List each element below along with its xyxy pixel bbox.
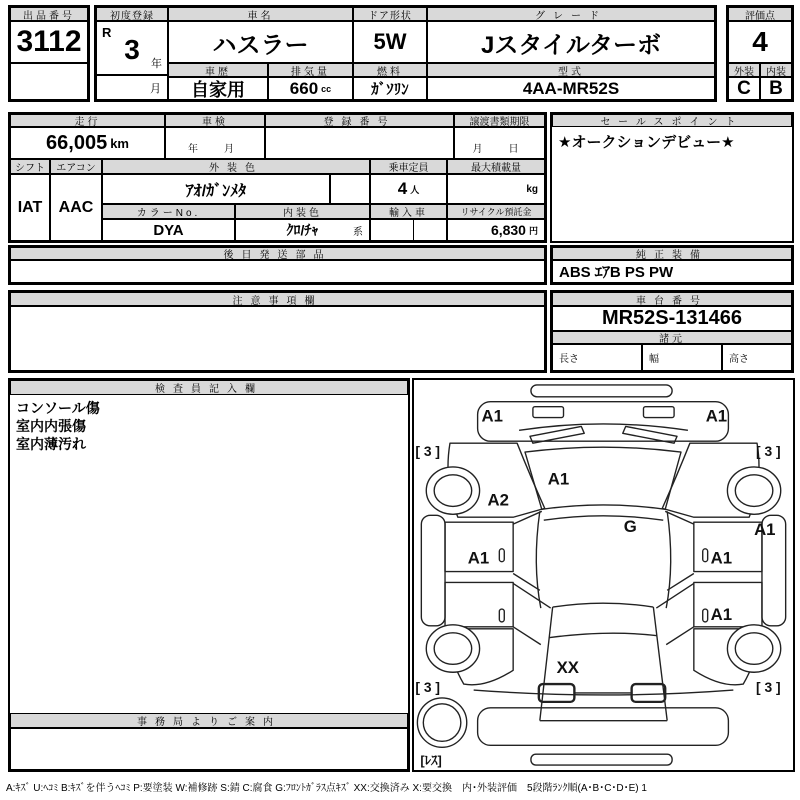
factory-equipment-value: ABS ｴｱB PS PW [552,260,792,283]
max-load-unit: kg [526,183,538,195]
model-code-header: 型式 [427,63,715,77]
recycle-deposit-value: 6,830 [490,222,526,238]
roof-front-edge [544,516,663,520]
recycle-deposit-unit: 円 [528,225,538,236]
factory-equipment-header: 純正装備 [552,247,792,260]
car-history-header: 車歴 [168,63,268,77]
import-header: 輸入車 [370,204,447,219]
front-wheel-right-inner [735,475,773,507]
first-registration-header: 初度登録 [96,7,168,21]
exterior-color-value: ｱｵ/ｶﾞﾝﾒﾀ [102,174,330,204]
shaken-header: 車検 [165,114,265,127]
spec-height-cell: 高さ [722,344,792,371]
sales-point-block [550,112,794,243]
front-grille-left [533,407,564,418]
displacement-unit: cc [321,83,332,94]
displacement-value-cell [268,77,353,100]
damage-label-right-side: A1 [754,520,776,540]
transfer-deadline-value-cell: 月 日 [454,127,545,159]
damage-label-rear-door-right: A1 [710,604,733,624]
sales-point-value: ★オークションデビュー★ [552,127,792,241]
damage-label-front-bumper-left: A1 [481,406,504,426]
front-grille-right [643,407,674,418]
import-cell-divider [413,220,414,241]
capacity-unit: 人 [410,184,420,195]
lot-number-header: 出品番号 [10,7,88,21]
cautions-header: 注意事項欄 [10,292,545,306]
first-registration-month-cell: 月 [96,75,168,100]
interior-grade-value: B [760,77,792,100]
damage-label-front-door-right: A1 [710,548,733,568]
spec-length-cell: 長さ [552,344,642,371]
rear-wheel-left-inner [434,633,472,665]
side-sill-left [421,515,445,626]
door-shape-value: 5W [353,21,427,63]
registration-number-header: 登録番号 [265,114,454,127]
interior-color-value: ｸﾛ/ﾁｬ [286,222,319,238]
car-name-value: ハスラー [168,21,353,63]
inspector-header: 検査員記入欄 [10,380,408,395]
mileage-unit: km [110,135,129,151]
damage-label-front-fender-left: A2 [487,490,509,510]
rear-bumper [478,708,729,746]
mileage-value: 66,005 [46,131,108,154]
aircon-header: エアコン [50,159,102,174]
chassis-block [550,290,794,373]
grade-value: Jスタイルターボ [427,21,715,63]
damage-code-legend: A:ｷｽﾞ U:ﾍｺﾐ B:ｷｽﾞを伴うﾍｺﾐ P:要塗装 W:補修跡 S:錆 C:腐食 G:ﾌﾛﾝﾄｶﾞﾗｽ点ｷｽﾞ XX:交換済み X:要交換 内･外装評価 5段階ﾗﾝｸ順(A･B･C･D･E) 1 [6,783,647,794]
mileage-header: 走行 [10,114,165,127]
interior-color-header: 内装色 [235,204,370,219]
tail-lamp-right [632,684,666,702]
rear-door-left [445,582,513,626]
inspector-notes [10,395,408,713]
office-notice-value [10,728,408,770]
exterior-color-header: 外装色 [102,159,370,174]
usage-table [8,112,547,243]
rear-trim-strip [531,754,672,765]
max-load-header: 最大積載量 [447,159,545,174]
damage-label-glass: G [623,517,637,537]
shift-value: IAT [10,174,50,241]
door-shape-header: ドア形状 [353,7,427,21]
later-shipped-parts-header: 後日発送部品 [10,247,545,260]
first-registration-year-cell [96,21,168,75]
exterior-color-empty-cell [330,174,370,204]
spare-tire-label: [ﾚｽ] [420,753,442,769]
tire-grade-front-left: [ 3 ] [415,443,440,460]
fuel-header: 燃料 [353,63,427,77]
cowl-line [519,424,688,430]
tire-grade-front-right: [ 3 ] [756,443,781,460]
vehicle-main-table [94,5,717,102]
roof-side-right [666,511,671,608]
damage-label-rear-gate: XX [556,658,579,678]
specs-header: 諸元 [552,331,792,344]
interior-color-value-cell [235,219,370,241]
score-header: 評価点 [728,7,792,21]
exterior-grade-header: 外装 [728,63,760,77]
exterior-grade-value: C [728,77,760,100]
shift-header: シフト [10,159,50,174]
chassis-number-value: MR52S-131466 [552,306,792,331]
model-code-value: 4AA-MR52S [427,77,715,100]
door-handle-front-left [499,549,504,562]
damage-label-windshield: A1 [547,469,570,489]
car-body-outline [417,385,785,765]
door-handle-front-right [703,549,708,562]
tire-grade-rear-left: [ 3 ] [415,679,440,695]
sales-point-header: セールスポイント [552,114,792,127]
office-notice-header: 事務局よりご案内 [10,713,408,728]
rear-wheel-right-inner [735,633,773,665]
color-no-header: カラーNo. [102,204,235,219]
registration-number-value-cell [265,127,454,159]
cautions-value [10,306,545,371]
inspector-note-line: コンソール傷 [16,400,100,416]
damage-label-front-door-left: A1 [467,548,490,568]
spare-tire-inner [423,704,461,742]
car-history-value: 自家用 [168,77,268,100]
inspector-note-line: 室内内張傷 [16,418,86,434]
recycle-deposit-value-cell [447,219,545,241]
front-bumper [478,402,729,441]
color-no-value: DYA [102,219,235,241]
later-shipped-parts-block [8,245,547,285]
chassis-number-header: 車台番号 [552,292,792,306]
lot-number-empty-cell [10,63,88,100]
capacity-value: 4 [397,179,408,198]
pillar-lines-left [513,511,551,644]
capacity-header: 乗車定員 [370,159,447,174]
lot-number-value: 3112 [10,21,88,63]
roof-side-left [536,511,541,608]
score-block [726,5,794,102]
era-letter: R [102,25,112,40]
damage-diagram-block [412,378,795,772]
displacement-header: 排気量 [268,63,353,77]
damage-label-front-bumper-right: A1 [705,406,728,426]
lot-number-block [8,5,90,102]
displacement-value: 660 [289,78,319,98]
car-top-view-diagram [414,380,793,770]
year-unit: 年 [151,58,162,70]
later-shipped-parts-value [10,260,545,283]
cautions-block [8,290,547,373]
car-name-header: 車名 [168,7,353,21]
front-trim-strip [531,385,672,397]
capacity-value-cell [370,174,447,204]
inspector-block [8,378,410,772]
max-load-value-cell [447,174,545,204]
fuel-value: ｶﾞｿﾘﾝ [353,77,427,100]
rear-window-bottom [549,633,658,638]
mileage-value-cell [10,127,165,159]
aircon-value: AAC [50,174,102,241]
grade-header: グレード [427,7,715,21]
door-handle-rear-right [703,609,708,622]
spec-width-cell: 幅 [642,344,722,371]
pillar-lines-right [656,511,694,644]
import-value-cell [370,219,447,241]
inspector-note-line: 室内薄汚れ [16,436,86,452]
recycle-deposit-header: リサイクル預託金 [447,204,545,219]
front-wheel-left-inner [434,475,472,507]
tire-grade-rear-right: [ 3 ] [756,679,781,695]
interior-color-suffix: 系 [353,226,363,238]
factory-equipment-block [550,245,794,285]
transfer-deadline-header: 譲渡書類期限 [454,114,545,127]
door-handle-rear-left [499,609,504,622]
score-value: 4 [728,21,792,63]
shaken-value-cell: 年 月 [165,127,265,159]
registration-year: 3 [124,34,140,65]
interior-grade-header: 内装 [760,63,792,77]
